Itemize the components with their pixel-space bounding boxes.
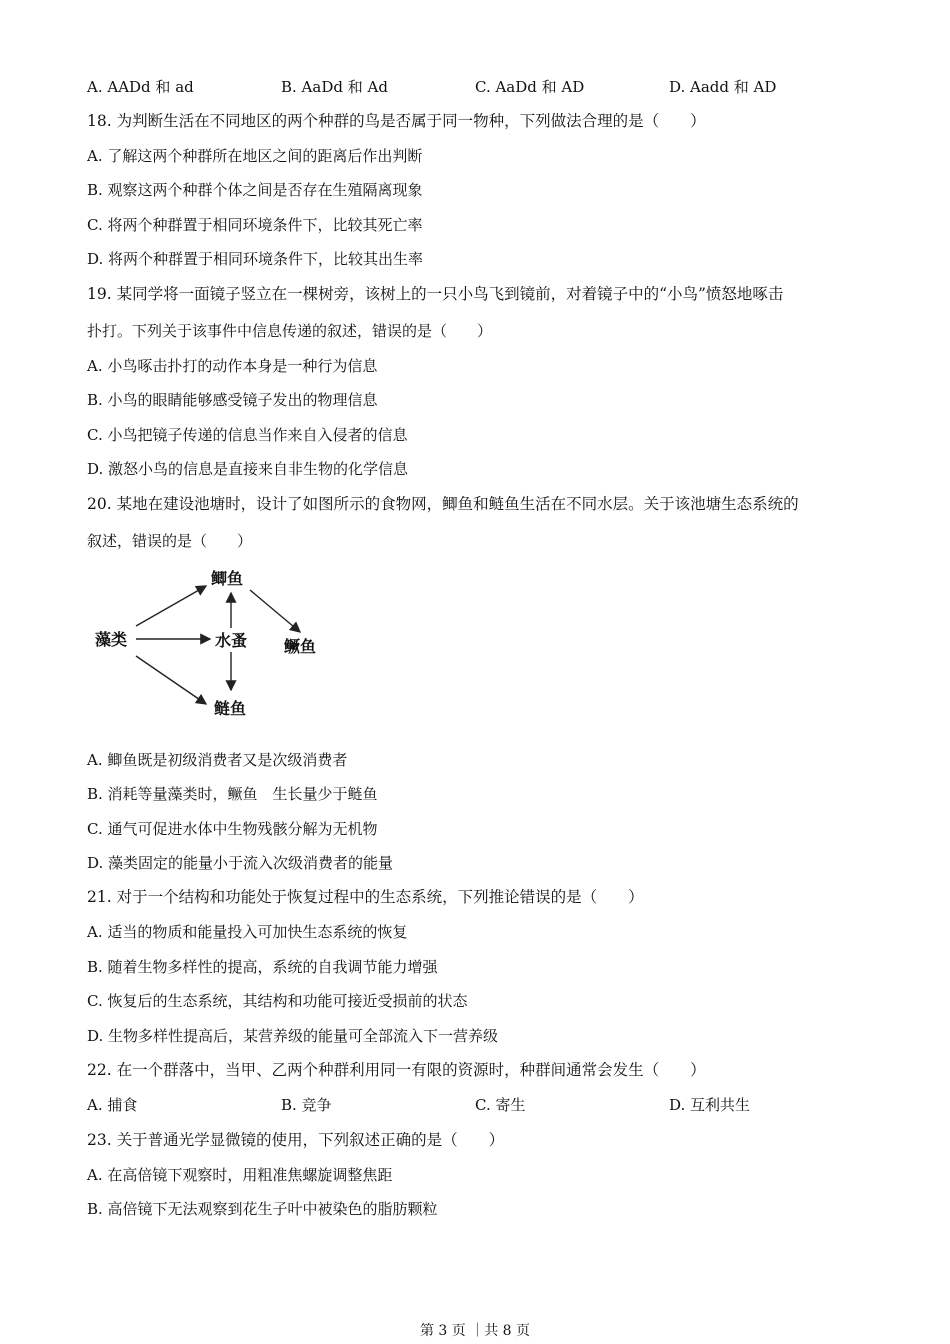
node-silver-carp: 鲢鱼 <box>214 699 247 718</box>
q18-option-b: B. 观察这两个种群个体之间是否存在生殖隔离现象 <box>87 181 423 199</box>
q19-option-b: B. 小鸟的眼睛能够感受镜子发出的物理信息 <box>87 391 378 409</box>
q19-stem-line2: 扑打。下列关于该事件中信息传递的叙述，错误的是（ ） <box>87 322 493 340</box>
q20-option-c: C. 通气可促进水体中生物残骸分解为无机物 <box>87 820 378 838</box>
q22-stem: 22. 在一个群落中，当甲、乙两个种群利用同一有限的资源时，种群间通常会发生（ ） <box>87 1061 706 1079</box>
q23-stem: 23. 关于普通光学显微镜的使用，下列叙述正确的是（ ） <box>87 1131 505 1149</box>
arrow-crucian-to-mandarin <box>250 590 300 632</box>
q19-stem-line1: 19. 某同学将一面镜子竖立在一棵树旁，该树上的一只小鸟飞到镜前，对着镜子中的“小鸟”愤怒地啄击 <box>87 285 784 303</box>
node-water-flea: 水蚤 <box>215 631 248 650</box>
q17-option-c: C. AaDd 和 AD <box>475 78 585 96</box>
q21-option-c: C. 恢复后的生态系统，其结构和功能可接近受损前的状态 <box>87 992 468 1010</box>
food-web-diagram <box>88 560 338 725</box>
q17-option-b: B. AaDd 和 Ad <box>281 78 388 96</box>
q23-option-a: A. 在高倍镜下观察时，用粗准焦螺旋调整焦距 <box>87 1166 393 1184</box>
arrow-algae-to-crucian <box>136 586 206 626</box>
q19-option-d: D. 激怒小鸟的信息是直接来自非生物的化学信息 <box>87 460 409 478</box>
q18-stem: 18. 为判断生活在不同地区的两个种群的鸟是否属于同一物种，下列做法合理的是（ ） <box>87 112 706 130</box>
q20-option-a: A. 鲫鱼既是初级消费者又是次级消费者 <box>87 751 348 769</box>
q20-option-b: B. 消耗等量藻类时，鳜鱼 生长量少于鲢鱼 <box>87 785 378 803</box>
q18-option-c: C. 将两个种群置于相同环境条件下，比较其死亡率 <box>87 216 423 234</box>
q20-stem-line2: 叙述，错误的是（ ） <box>87 532 253 550</box>
q21-option-d: D. 生物多样性提高后，某营养级的能量可全部流入下一营养级 <box>87 1027 499 1045</box>
q21-stem: 21. 对于一个结构和功能处于恢复过程中的生态系统，下列推论错误的是（ ） <box>87 888 644 906</box>
node-crucian-carp: 鲫鱼 <box>211 569 244 588</box>
q22-option-a: A. 捕食 <box>87 1096 138 1114</box>
q23-option-b: B. 高倍镜下无法观察到花生子叶中被染色的脂肪颗粒 <box>87 1200 438 1218</box>
q19-option-c: C. 小鸟把镜子传递的信息当作来自入侵者的信息 <box>87 426 408 444</box>
q20-option-d: D. 藻类固定的能量小于流入次级消费者的能量 <box>87 854 394 872</box>
q17-option-a: A. AADd 和 ad <box>87 78 194 96</box>
q19-option-a: A. 小鸟啄击扑打的动作本身是一种行为信息 <box>87 357 378 375</box>
node-algae: 藻类 <box>95 630 128 649</box>
node-mandarin-fish: 鳜鱼 <box>284 637 317 656</box>
q17-option-d: D. Aadd 和 AD <box>669 78 777 96</box>
q21-option-a: A. 适当的物质和能量投入可加快生态系统的恢复 <box>87 923 408 941</box>
arrow-algae-to-silver <box>136 656 206 704</box>
q22-option-c: C. 寄生 <box>475 1096 526 1114</box>
q18-option-d: D. 将两个种群置于相同环境条件下，比较其出生率 <box>87 250 424 268</box>
q22-option-d: D. 互利共生 <box>669 1096 751 1114</box>
q18-option-a: A. 了解这两个种群所在地区之间的距离后作出判断 <box>87 147 423 165</box>
q20-stem-line1: 20. 某地在建设池塘时，设计了如图所示的食物网，鲫鱼和鲢鱼生活在不同水层。关于该池塘生态系统的 <box>87 495 799 513</box>
q21-option-b: B. 随着生物多样性的提高，系统的自我调节能力增强 <box>87 958 438 976</box>
page-footer: 第 3 页 ｜共 8 页 <box>419 1323 531 1339</box>
q22-option-b: B. 竞争 <box>281 1096 332 1114</box>
